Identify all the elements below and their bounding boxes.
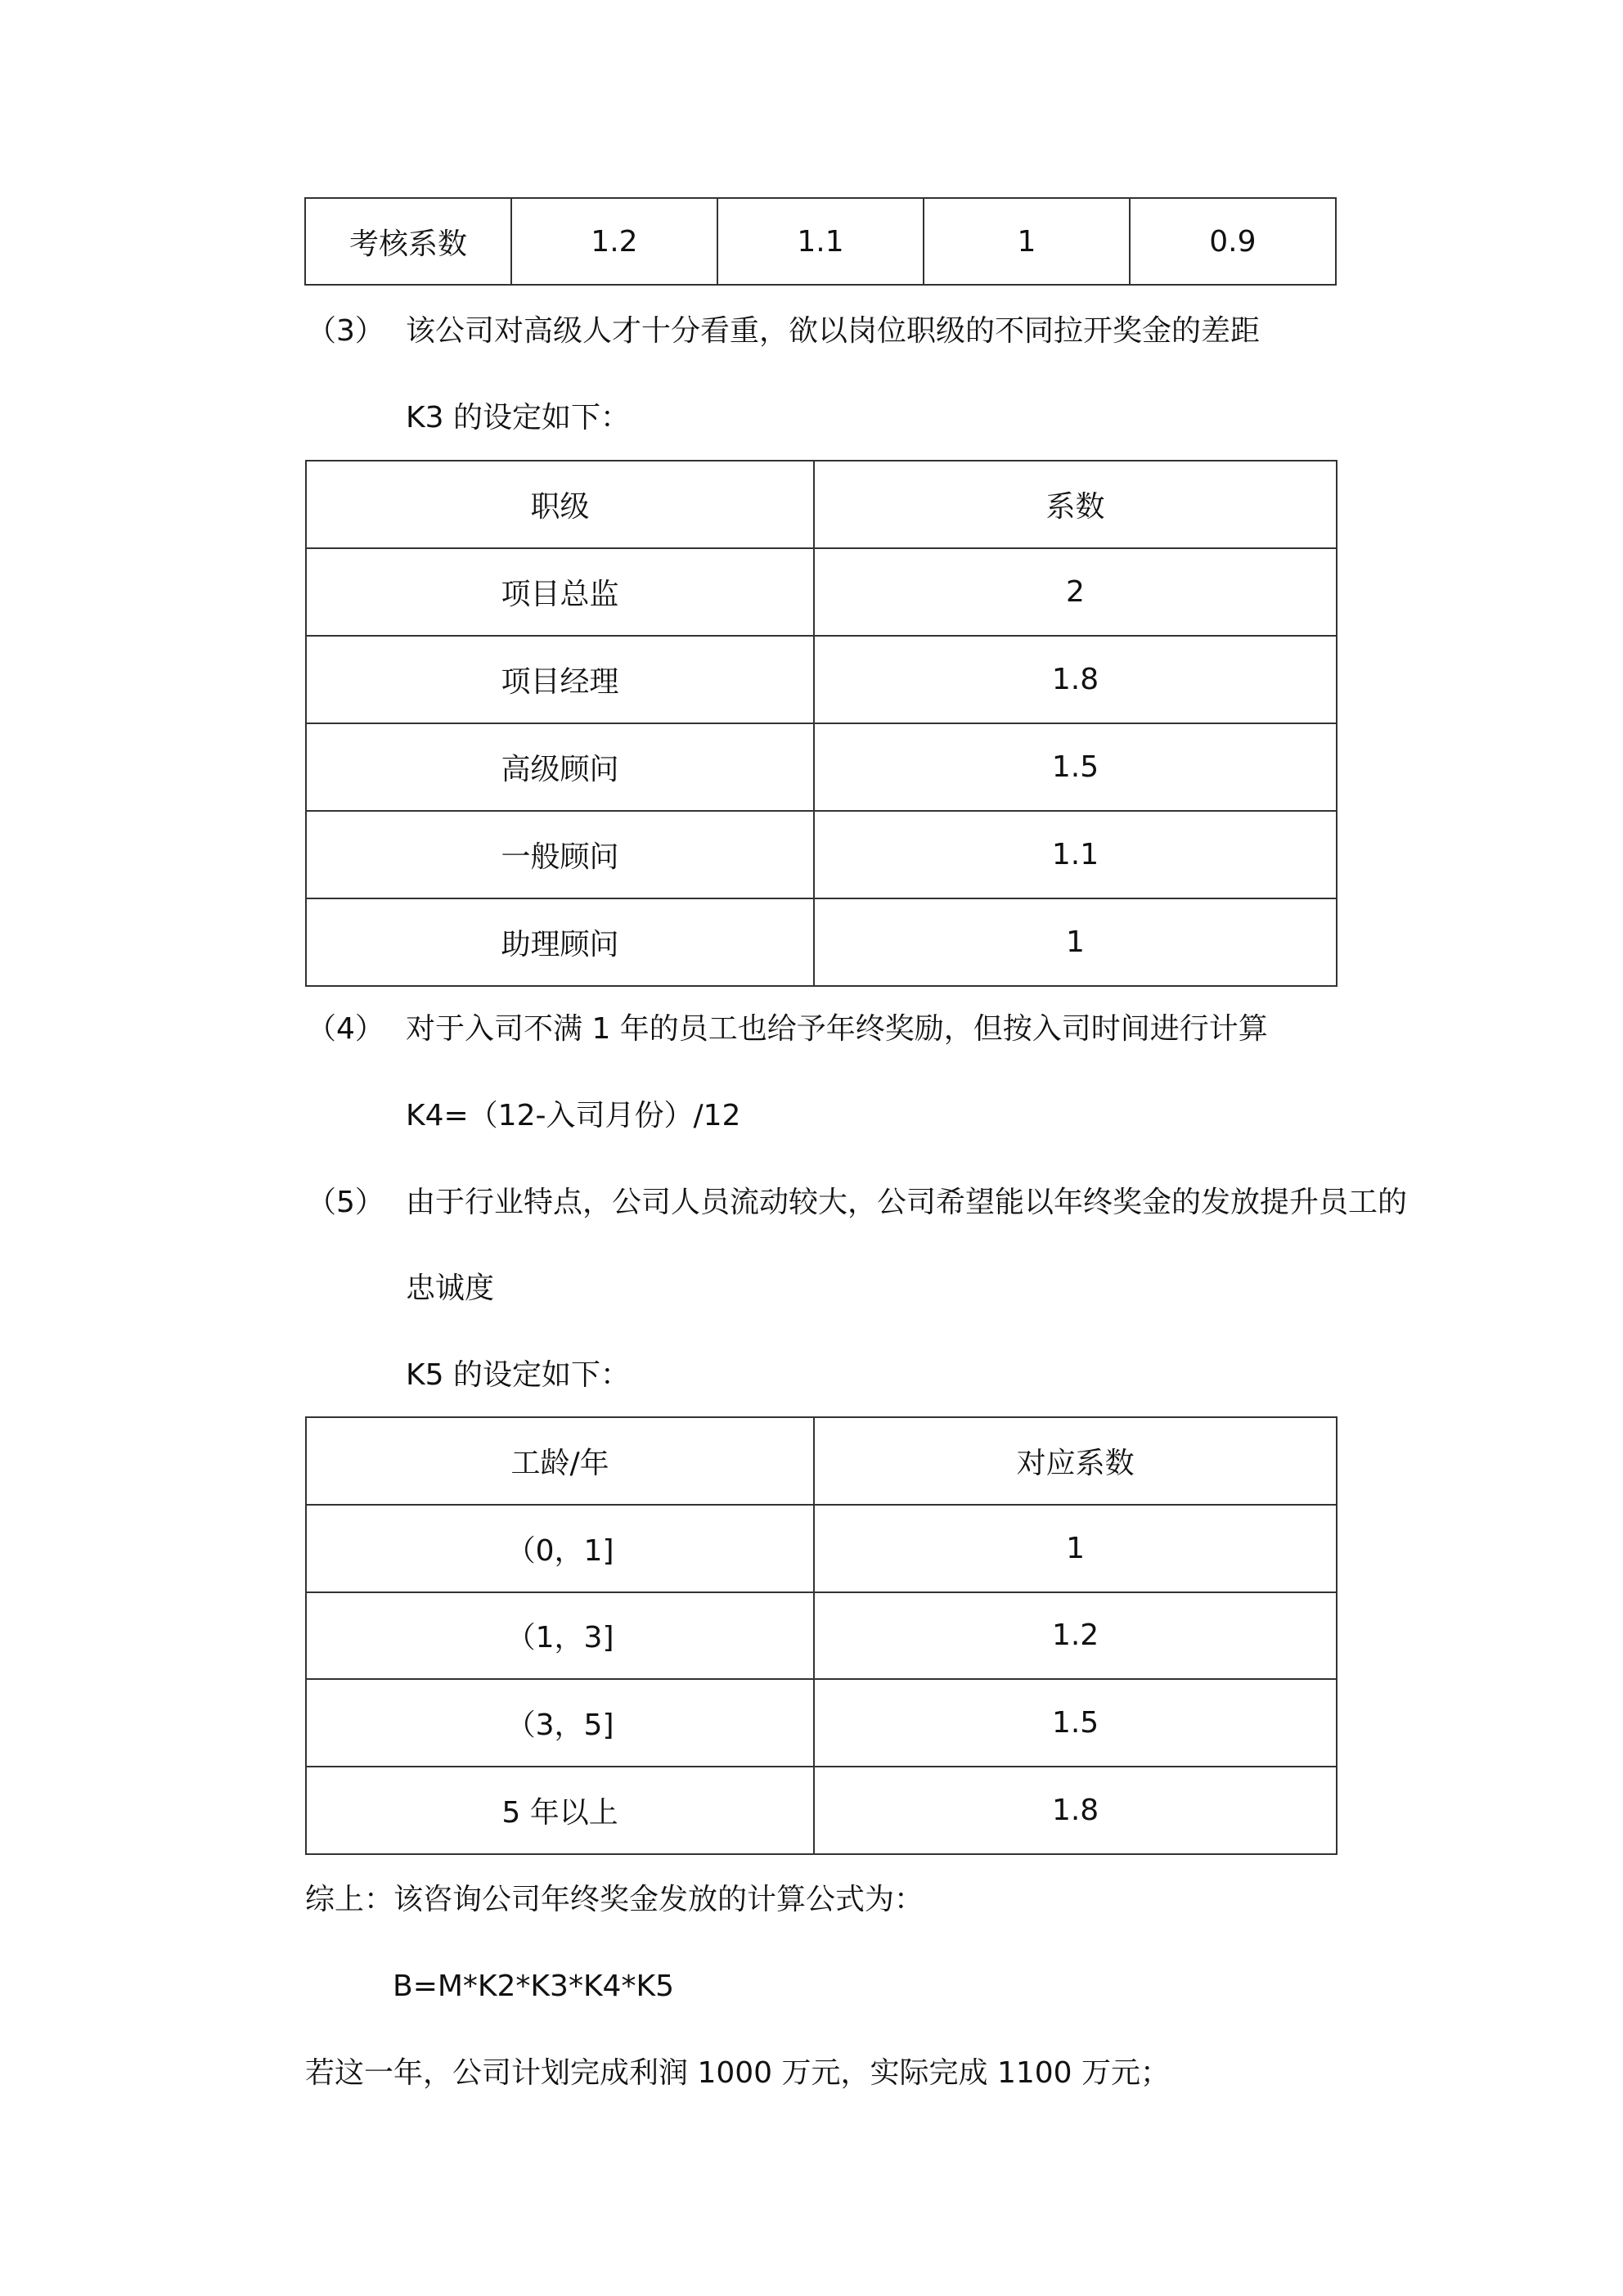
table-cell: 0.9	[1130, 198, 1336, 285]
table-cell: 1.2	[511, 198, 717, 285]
table-header-row	[306, 1417, 1337, 1505]
table-row	[305, 198, 1336, 285]
table-row	[306, 1679, 1337, 1767]
table-row	[306, 811, 1337, 898]
item-text: 该公司对高级人才十分看重，欲以岗位职级的不同拉开奖金的差距	[406, 314, 1261, 348]
k3-intro: K3 的设定如下：	[406, 401, 630, 434]
table-cell: 1.1	[717, 198, 924, 285]
table-cell: 1	[924, 198, 1130, 285]
k5-intro: K5 的设定如下：	[406, 1358, 630, 1392]
table-cell: （1，3]	[306, 1592, 814, 1680]
seniority-coefficient-table	[305, 1416, 1338, 1855]
table-cell: 1.8	[814, 1767, 1337, 1854]
table-cell: 考核系数	[305, 198, 511, 285]
table-header-row	[306, 461, 1337, 548]
item-text: 由于行业特点，公司人员流动较大，公司希望能以年终奖金的发放提升员工的	[406, 1186, 1408, 1219]
item-text: 对于入司不满 1 年的员工也给予年终奖励，但按入司时间进行计算	[406, 1012, 1268, 1046]
table-row	[306, 1767, 1337, 1854]
table-cell: 1.8	[814, 636, 1337, 723]
table-row	[306, 898, 1337, 986]
table-cell: （3，5]	[306, 1679, 814, 1767]
item-number: （5）	[307, 1186, 384, 1219]
table-cell: 助理顾问	[306, 898, 814, 986]
k4-formula: K4=（12-入司月份）/12	[406, 1099, 741, 1132]
table-cell: 1.5	[814, 1679, 1337, 1767]
table-cell: （0，1]	[306, 1505, 814, 1592]
table-cell: 1.1	[814, 811, 1337, 898]
table-row	[306, 723, 1337, 811]
table-cell: 1.2	[814, 1592, 1337, 1680]
table-cell: 项目总监	[306, 548, 814, 636]
table-header: 系数	[814, 461, 1337, 548]
table-cell: 1.5	[814, 723, 1337, 811]
table-header: 对应系数	[814, 1417, 1337, 1505]
table-cell: 高级顾问	[306, 723, 814, 811]
rank-coefficient-table	[305, 460, 1338, 987]
table-cell: 1	[814, 898, 1337, 986]
item-number: （3）	[307, 314, 384, 348]
table-row	[306, 548, 1337, 636]
table-row	[306, 1592, 1337, 1680]
table-cell: 2	[814, 548, 1337, 636]
table-cell: 5 年以上	[306, 1767, 814, 1854]
table-cell: 项目经理	[306, 636, 814, 723]
item-number: （4）	[307, 1012, 384, 1046]
assessment-coefficient-table	[304, 197, 1337, 286]
summary-line: 综上：该咨询公司年终奖金发放的计算公式为：	[305, 1883, 924, 1916]
closing-line: 若这一年，公司计划完成利润 1000 万元，实际完成 1100 万元；	[305, 2056, 1171, 2090]
table-header: 工龄/年	[306, 1417, 814, 1505]
table-cell: 一般顾问	[306, 811, 814, 898]
final-formula: B=M*K2*K3*K4*K5	[393, 1970, 674, 2003]
table-row	[306, 636, 1337, 723]
table-row	[306, 1505, 1337, 1592]
table-cell: 1	[814, 1505, 1337, 1592]
table-header: 职级	[306, 461, 814, 548]
item-text-cont: 忠诚度	[406, 1272, 495, 1305]
